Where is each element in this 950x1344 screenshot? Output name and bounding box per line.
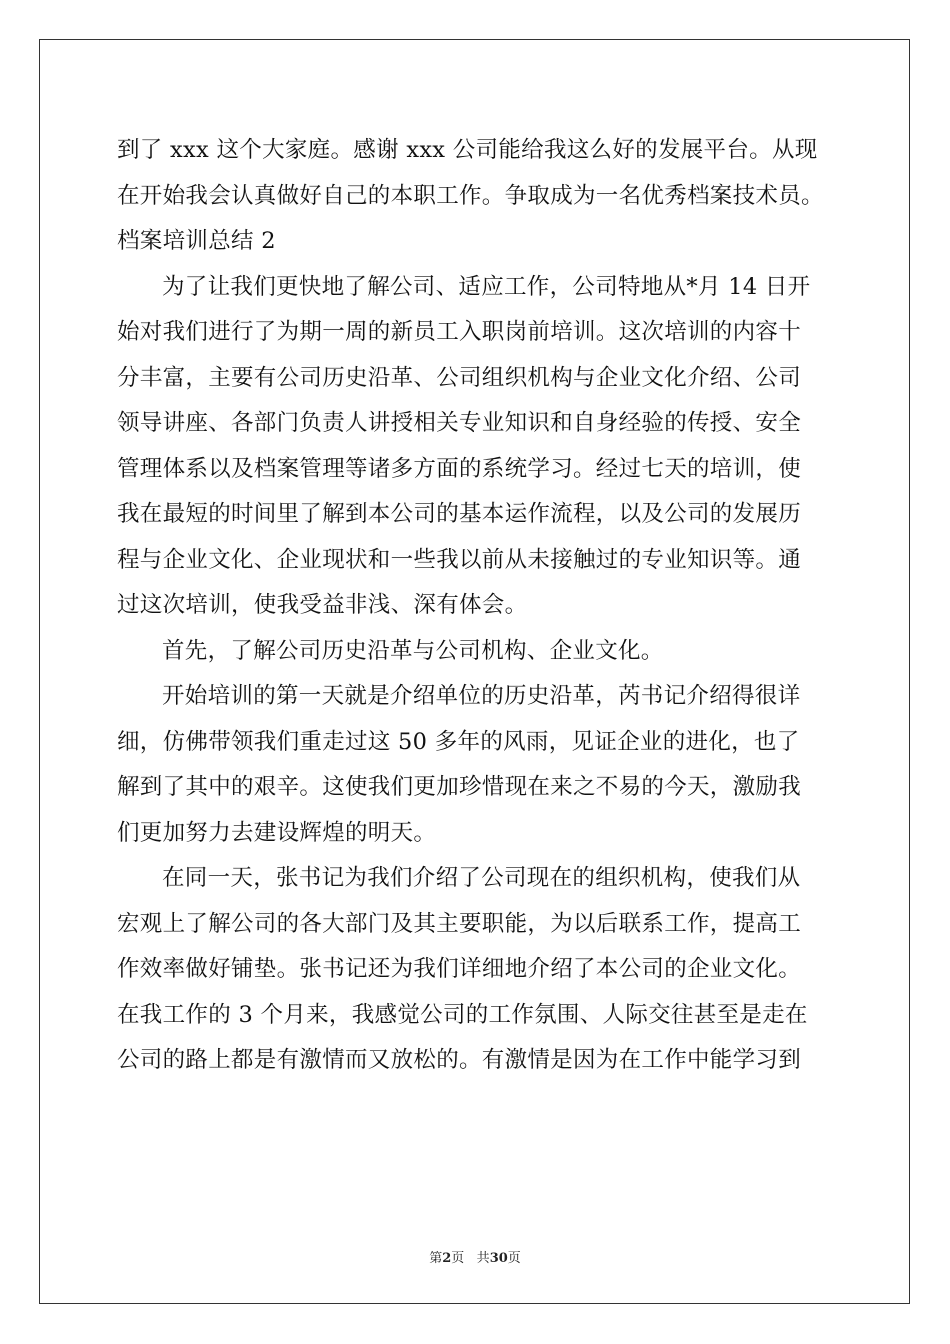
text-line: 们更加努力去建设辉煌的明天。 xyxy=(117,819,437,846)
text-line: 程与企业文化、企业现状和一些我以前从未接触过的专业知识等。通 xyxy=(117,546,802,573)
footer-prefix: 第 xyxy=(429,1251,443,1266)
text-line: 在我工作的 3 个月来，我感觉公司的工作氛围、人际交往甚至是走在 xyxy=(117,1001,808,1028)
page-number: 2 xyxy=(442,1251,452,1266)
total-pages: 30 xyxy=(489,1251,508,1266)
page-footer xyxy=(0,1247,950,1266)
text-line: 管理体系以及档案管理等诸多方面的系统学习。经过七天的培训，使 xyxy=(117,455,802,482)
document-body xyxy=(117,128,837,1084)
text-line: 宏观上了解公司的各大部门及其主要职能，为以后联系工作，提高工 xyxy=(117,910,802,937)
text-line: 在同一天，张书记为我们介绍了公司现在的组织机构，使我们从 xyxy=(162,865,801,891)
text-line: 领导讲座、各部门负责人讲授相关专业知识和自身经验的传授、安全 xyxy=(117,410,802,436)
text-line: 到了 xxx 这个大家庭。感谢 xxx 公司能给我这么好的发展平台。从现 xyxy=(117,137,818,163)
text-line: 为了让我们更快地了解公司、适应工作，公司特地从*月 14 日开 xyxy=(162,273,811,300)
text-line: 在开始我会认真做好自己的本职工作。争取成为一名优秀档案技术员。 xyxy=(117,182,824,209)
footer-page-suffix: 页 xyxy=(451,1251,465,1266)
text-line: 解到了其中的艰辛。这使我们更加珍惜现在来之不易的今天，激励我 xyxy=(117,774,802,800)
text-line: 作效率做好铺垫。张书记还为我们详细地介绍了本公司的企业文化。 xyxy=(117,956,802,982)
section-heading: 档案培训总结 2 xyxy=(117,228,276,254)
text-line: 分丰富，主要有公司历史沿革、公司组织机构与企业文化介绍、公司 xyxy=(117,364,802,391)
text-line: 公司的路上都是有激情而又放松的。有激情是因为在工作中能学习到 xyxy=(117,1047,802,1073)
footer-total-prefix: 共 xyxy=(476,1251,490,1266)
footer-total-suffix: 页 xyxy=(507,1251,521,1266)
text-line: 过这次培训，使我受益非浅、深有体会。 xyxy=(117,592,528,618)
text-line: 始对我们进行了为期一周的新员工入职岗前培训。这次培训的内容十 xyxy=(117,319,802,345)
text-line: 开始培训的第一天就是介绍单位的历史沿革，芮书记介绍得很详 xyxy=(162,683,801,709)
text-line: 我在最短的时间里了解到本公司的基本运作流程，以及公司的发展历 xyxy=(117,501,802,527)
text-line: 首先，了解公司历史沿革与公司机构、企业文化。 xyxy=(162,637,664,664)
text-line: 细，仿佛带领我们重走过这 50 多年的风雨，见证企业的进化，也了 xyxy=(117,728,800,755)
